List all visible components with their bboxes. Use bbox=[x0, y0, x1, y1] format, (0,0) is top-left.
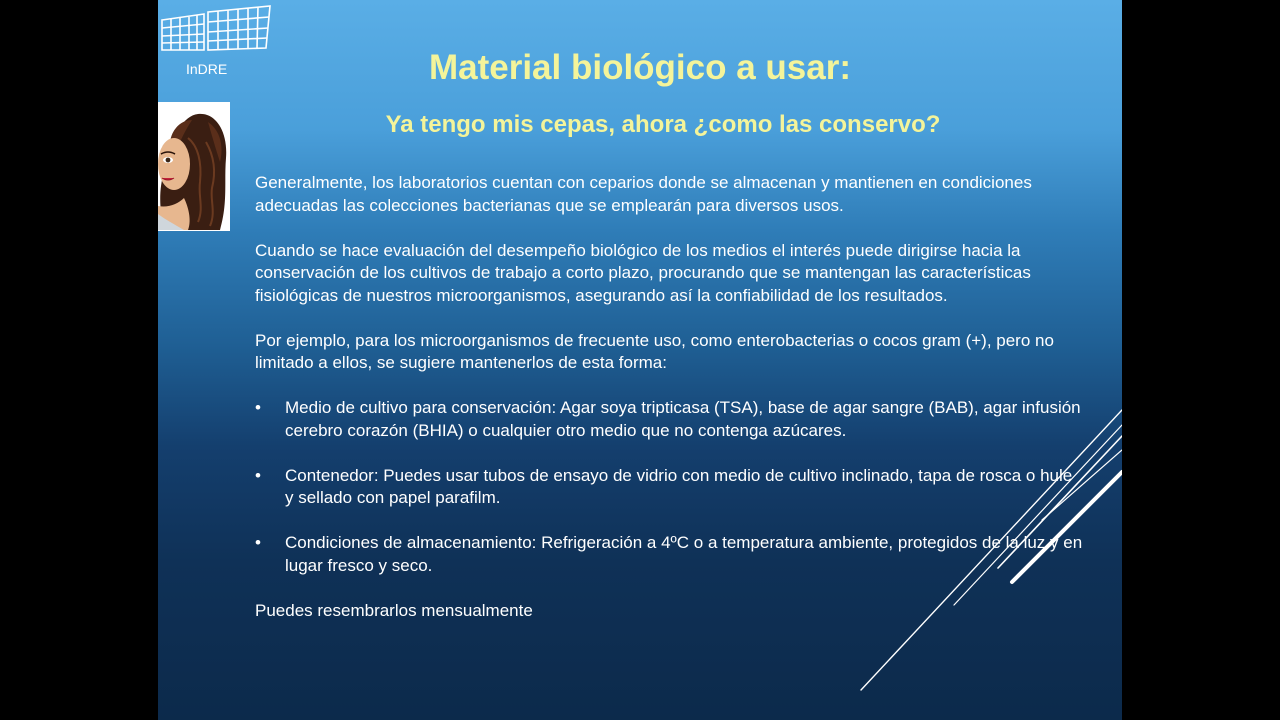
closing-line: Puedes resembrarlos mensualmente bbox=[255, 600, 533, 620]
bullet-text: Contenedor: Puedes usar tubos de ensayo de vidrio con medio de cultivo inclinado, tapa de rosca o hule y sellado con papel parafilm. bbox=[285, 465, 1073, 507]
paragraph-2: Cuando se hace evaluación del desempeño biológico de los medios el interés puede dirigirse hacia la conservación de los cultivos de trabajo a corto plazo, procurando que se mantengan las características fisiológicas de nuestros microorganismos, asegurando así la confiabilidad de los resultados. bbox=[255, 240, 1031, 305]
paragraph-1: Generalmente, los laboratorios cuentan con ceparios donde se almacenan y mantienen en condiciones adecuadas las colecciones bacterianas que se emplearán para diversos usos. bbox=[255, 173, 1032, 215]
bullet-marker: • bbox=[255, 465, 261, 485]
slide-body bbox=[255, 172, 1085, 645]
bullet-item bbox=[255, 532, 1085, 577]
bullet-text: Condiciones de almacenamiento: Refrigeración a 4ºC o a temperatura ambiente, protegidos de la luz y en lugar fresco y seco. bbox=[285, 533, 1083, 575]
bullet-marker: • bbox=[255, 398, 261, 417]
slide-title: Material biológico a usar: bbox=[428, 48, 852, 87]
bullet-item bbox=[255, 397, 1085, 442]
bullet-item bbox=[255, 465, 1085, 510]
bullet-text: Medio de cultivo para conservación: Agar soya tripticasa (TSA), base de agar sangre (BAB), agar infusión cerebro corazón (BHIA) o cualquier otro medio que no contenga azúcares. bbox=[285, 398, 1081, 440]
logo-label: InDRE bbox=[186, 61, 228, 77]
bullet-marker: • bbox=[255, 533, 261, 552]
presentation-slide bbox=[158, 0, 1122, 720]
paragraph-3: Por ejemplo, para los microorganismos de frecuente uso, como enterobacterias o cocos gram (+), pero no limitado a ellos, se sugiere mantenerlos de esta forma: bbox=[255, 330, 1054, 372]
bullet-list bbox=[255, 397, 1085, 577]
slide-subtitle: Ya tengo mis cepas, ahora ¿como las conservo? bbox=[385, 111, 941, 138]
